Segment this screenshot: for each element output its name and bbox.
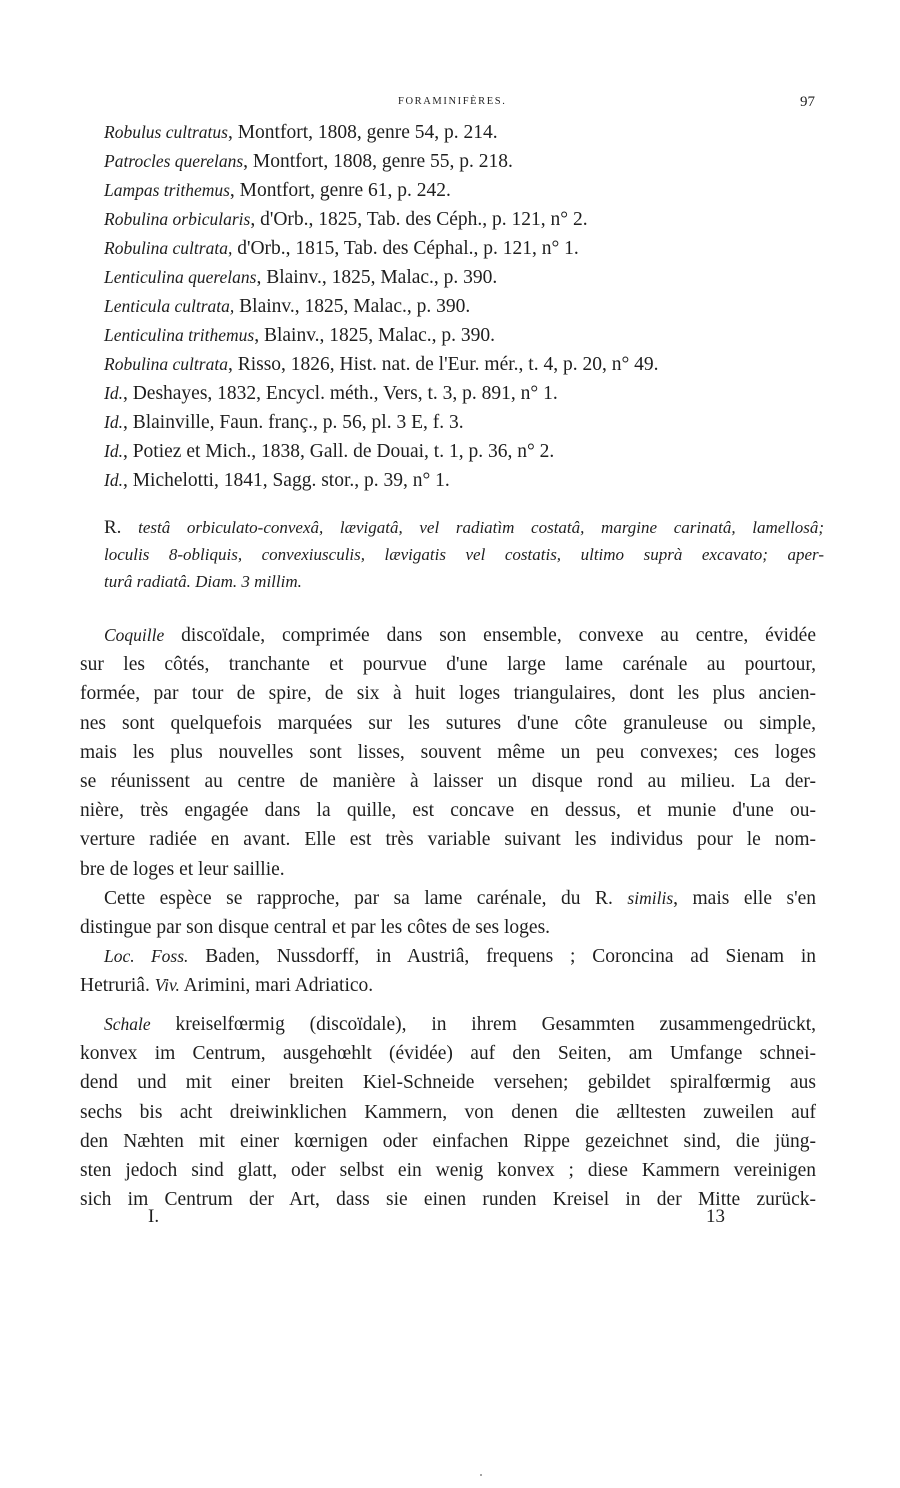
species-name: similis	[627, 887, 674, 908]
paragraph-line: dend und mit einer breiten Kiel-Schneide versehen; gebildet spiralfœrmig aus	[80, 1072, 816, 1094]
reference: , Montfort, 1808, genre 55, p. 218.	[243, 151, 513, 172]
line-text: discoïdale, comprimée dans son ensemble, convexe au centre, évidée	[164, 625, 816, 646]
german-description	[80, 1010, 816, 1214]
taxon-name: Id.	[104, 383, 123, 403]
paragraph-line	[80, 1010, 816, 1039]
french-description	[80, 621, 816, 1000]
paragraph-line: formée, par tour de spire, de six à huit loges triangulaires, dont les plus ancien-	[80, 683, 816, 705]
scan-speck	[480, 1474, 482, 1476]
paragraph-line	[80, 884, 816, 913]
taxon-name: Robulina orbicularis	[104, 209, 251, 229]
reference: d'Orb., 1815, Tab. des Céphal., p. 121, n° 1.	[232, 238, 579, 259]
paragraph-line: konvex im Centrum, ausgehœhlt (évidée) auf den Seiten, am Umfange schnei-	[80, 1043, 816, 1065]
paragraph-line: verture radiée en avant. Elle est très variable suivant les individus pour le nom-	[80, 829, 816, 851]
reference: , d'Orb., 1825, Tab. des Céph., p. 121, n° 2.	[250, 209, 588, 230]
taxon-name: Id.	[104, 470, 123, 490]
reference: , Risso, 1826, Hist. nat. de l'Eur. mér., t. 4, p. 20, n° 49.	[227, 354, 659, 375]
paragraph-line	[80, 971, 816, 1000]
taxon-name: Id.	[104, 412, 123, 432]
taxon-name: Robulus cultratus	[104, 122, 228, 142]
paragraph-line: sten jedoch sind glatt, oder selbst ein wenig konvex ; diese Kammern vereinigen	[80, 1159, 816, 1181]
synonymy-entry	[104, 350, 824, 379]
synonymy-entry	[104, 437, 824, 466]
synonymy-entry	[104, 408, 824, 437]
paragraph-line: sur les côtés, tranchante et pourvue d'une large lame carénale au pourtour,	[80, 654, 816, 676]
paragraph-line: se réunissent au centre de manière à laisser un disque rond au milieu. La der-	[80, 770, 816, 792]
paragraph-line: den Næhten mit einer kœrnigen oder einfachen Rippe gezeichnet sind, die jüng-	[80, 1130, 816, 1152]
diagnosis-line: turâ radiatâ. Diam. 3 millim.	[104, 572, 302, 591]
paragraph-line: bre de loges et leur saillie.	[80, 858, 285, 880]
reference: , Blainv., 1825, Malac., p. 390.	[254, 325, 496, 346]
synonymy-entry	[104, 263, 824, 292]
taxon-name: Lenticulina querelans	[104, 267, 257, 287]
synonymy-entry	[104, 292, 824, 321]
genus-abbrev: R.	[104, 517, 122, 538]
page-number: 97	[800, 94, 815, 110]
reference: , Montfort, genre 61, p. 242.	[229, 180, 451, 201]
synonymy-entry	[104, 379, 824, 408]
page-footer	[0, 1206, 900, 1230]
taxon-name: Robulina cultrata,	[104, 238, 233, 258]
line-text: kreiselfœrmig (discoïdale), in ihrem Gesammten zusammengedrückt,	[150, 1014, 816, 1035]
reference: Blainv., 1825, Malac., p. 390.	[234, 296, 471, 317]
synonymy-entry	[104, 118, 824, 147]
lead-word: Schale	[104, 1014, 151, 1034]
paragraph-line: sechs bis acht dreiwinklichen Kammern, von denen die ælltesten zuweilen auf	[80, 1101, 816, 1123]
taxon-name: Robulina cultrata	[104, 354, 228, 374]
diagnosis-text: testâ orbiculato-convexâ, lævigatâ, vel radiatìm costatâ, margine carinatâ, lamellosâ;	[138, 518, 824, 537]
line-text: Cette espèce se rapproche, par sa lame carénale, du R.	[104, 887, 628, 909]
latin-diagnosis	[104, 514, 824, 595]
diagnosis-line	[104, 514, 824, 541]
paragraph-line: sich im Centrum der Art, dass sie einen runden Kreisel in der Mitte zurück-	[80, 1189, 816, 1211]
paragraph-line: distingue par son disque central et par les côtes de ses loges.	[80, 916, 551, 938]
reference: , Blainville, Faun. franç., p. 56, pl. 3 E, f. 3.	[122, 412, 464, 433]
taxon-name: Patrocles querelans	[104, 151, 244, 171]
living-label: Viv.	[154, 975, 180, 996]
lead-word: Coquille	[104, 625, 165, 645]
synonymy-entry	[104, 205, 824, 234]
taxon-name: Lenticulina trithemus	[104, 325, 255, 345]
synonymy-entry	[104, 321, 824, 350]
page-header	[0, 94, 900, 114]
paragraph-line: mais les plus nouvelles sont lisses, souvent même un peu convexes; ces loges	[80, 741, 816, 763]
reference: , Potiez et Mich., 1838, Gall. de Douai, t. 1, p. 36, n° 2.	[122, 441, 555, 462]
synonymy-entry	[104, 147, 824, 176]
line-text: Hetruriâ.	[80, 975, 155, 997]
sheet-number: 13	[706, 1206, 725, 1227]
line-text: Baden, Nussdorff, in Austriâ, frequens ; Coroncina ad Sienam in	[188, 946, 817, 968]
synonymy-entry	[104, 466, 824, 495]
taxon-name: Lampas trithemus	[104, 180, 230, 200]
taxon-name: Lenticula cultrata,	[104, 296, 235, 316]
synonymy-entry	[104, 234, 824, 263]
reference: , Blainv., 1825, Malac., p. 390.	[256, 267, 498, 288]
reference: , Montfort, 1808, genre 54, p. 214.	[227, 122, 498, 143]
line-text: , mais elle s'en	[673, 887, 816, 909]
line-text: Arimini, mari Adriatico.	[179, 975, 374, 997]
synonymy-list	[104, 118, 824, 495]
taxon-name: Id.	[104, 441, 123, 461]
signature-mark: I.	[148, 1206, 160, 1227]
diagnosis-line: loculis 8-obliquis, convexiusculis, lævigatis vel costatis, ultimo suprà excavato; aper-	[104, 545, 824, 564]
reference: , Deshayes, 1832, Encycl. méth., Vers, t. 3, p. 891, n° 1.	[122, 383, 558, 404]
locality-label: Loc. Foss.	[104, 946, 189, 967]
paragraph-line	[80, 942, 816, 971]
paragraph-line: nes sont quelquefois marquées sur les sutures d'une côte granuleuse ou simple,	[80, 712, 816, 734]
paragraph-line	[80, 621, 816, 650]
running-title: FORAMINIFÈRES.	[398, 96, 507, 107]
reference: , Michelotti, 1841, Sagg. stor., p. 39, n° 1.	[122, 470, 450, 491]
synonymy-entry	[104, 176, 824, 205]
paragraph-line: nière, très engagée dans la quille, est concave en dessus, et munie d'une ou-	[80, 800, 816, 822]
